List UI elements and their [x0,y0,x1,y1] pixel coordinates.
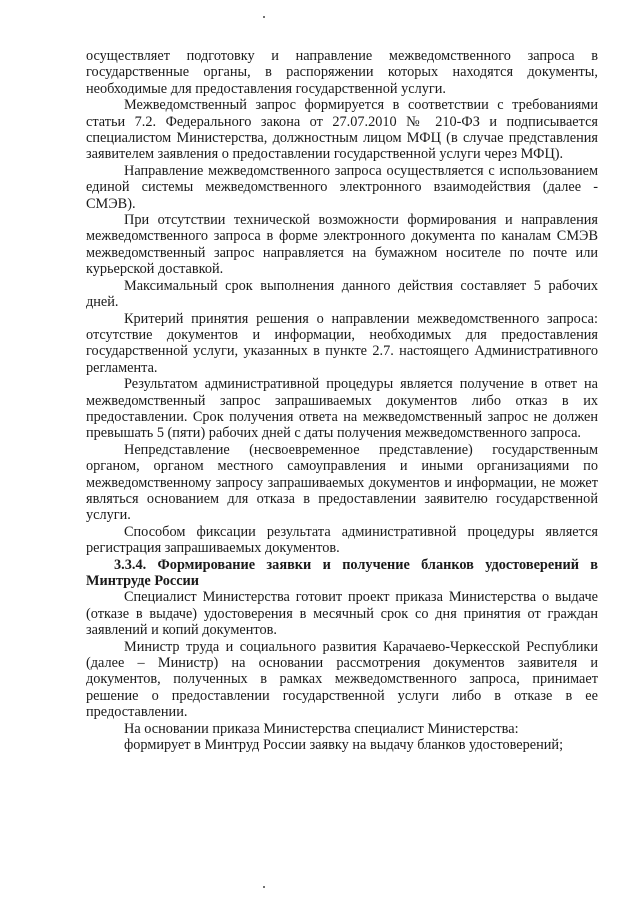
paragraph: Непредставление (несвоевременное представление) государственным органом, органом местного самоуправления и иными организациями по межведомственному запросу запрашиваемых документов и информации, не может являться основанием для отказа в предоставлении заявителю государственной услуги. [86,441,598,524]
paragraph: Критерий принятия решения о направлении межведомственного запроса: отсутствие документов и информации, необходимых для предоставления государственной услуги, указанных в пункте 2.7. настоящего Административного регламента. [86,310,598,376]
paragraph: На основании приказа Министерства специалист Министерства: [124,720,519,737]
paragraph: Межведомственный запрос формируется в соответствии с требованиями статьи 7.2. Федерального закона от 27.07.2010 № 210-ФЗ и подписывается специалистом Министерства, должностным лицом МФЦ (в случае представления заявителем заявления о предоставлении государственной услуги через МФЦ). [86,97,598,163]
scan-speck [263,16,265,18]
paragraph: осуществляет подготовку и направление межведомственного запроса в государственные органы, в распоряжении которых находятся документы, необходимые для предоставления государственной услуги. [86,48,598,97]
paragraph: Способом фиксации результата административной процедуры является регистрация запрашиваемых документов. [86,523,598,557]
section-heading: 3.3.4. Формирование заявки и получение бланков удостоверений в Минтруде России [86,556,598,589]
paragraph: Результатом административной процедуры является получение в ответ на межведомственный запрос запрашиваемых документов либо отказ в их предоставлении. Срок получения ответа на межведомственный запрос не должен превышать 5 (пяти) рабочих дней с даты получения межведомственного запроса. [86,376,598,442]
paragraph: При отсутствии технической возможности формирования и направления межведомственного запроса в форме электронного документа по каналам СМЭВ межведомственный запрос направляется на бумажном носителе по почте или курьерской доставкой. [86,212,598,278]
paragraph: Министр труда и социального развития Карачаево-Черкесской Республики (далее – Министр) на основании рассмотрения документов заявителя и документов, полученных в рамках межведомственного запроса, принимает решение о предоставлении государственной услуги либо в отказе в ее предоставлении. [86,638,598,721]
scan-speck [263,886,265,888]
paragraph: Максимальный срок выполнения данного действия составляет 5 рабочих дней. [86,277,598,311]
paragraph: формирует в Минтруд России заявку на выдачу бланков удостоверений; [124,737,564,754]
paragraph: Специалист Министерства готовит проект приказа Министерства о выдаче (отказе в выдаче) удостоверения в месячный срок со дня принятия от граждан заявлений и копий документов. [86,589,598,639]
paragraph: Направление межведомственного запроса осуществляется с использованием единой системы межведомственного электронного взаимодействия (далее - СМЭВ). [86,162,598,212]
document-body [86,48,598,753]
